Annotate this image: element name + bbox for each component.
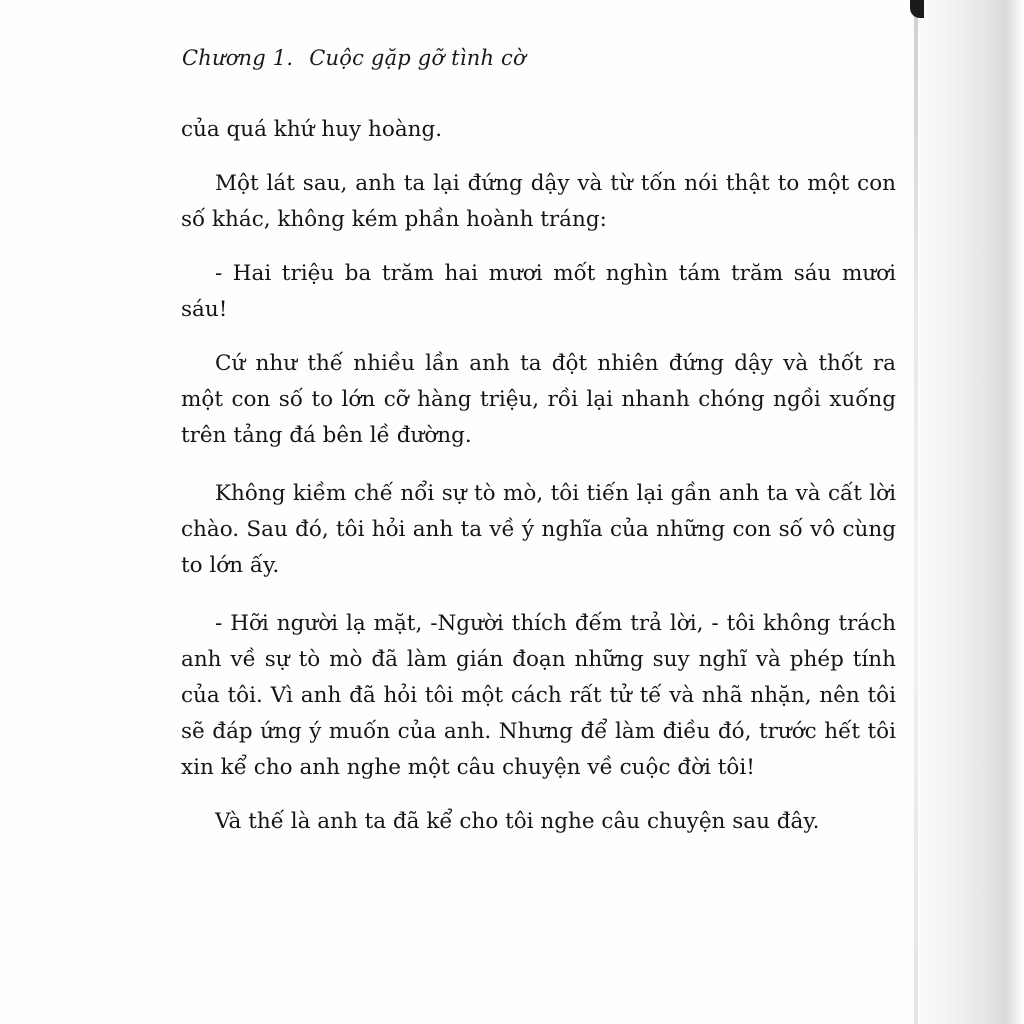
paragraph-7: Và thế là anh ta đã kể cho tôi nghe câu chuyện sau đây. [215, 809, 820, 834]
page-fold-line [914, 0, 918, 1024]
paragraph-2: Một lát sau, anh ta lại đứng dậy và từ tốn nói thật to một con số khác, không kém phần hoành tráng: [181, 171, 896, 232]
chapter-number: Chương 1. [182, 46, 294, 70]
paragraph-5: Không kiềm chế nổi sự tò mò, tôi tiến lại gần anh ta và cất lời chào. Sau đó, tôi hỏi anh ta về ý nghĩa của những con số vô cùng to lớn ấy. [181, 481, 896, 578]
paragraph-4: Cứ như thế nhiều lần anh ta đột nhiên đứng dậy và thốt ra một con số to lớn cỡ hàng triệu, rồi lại nhanh chóng ngồi xuống trên tảng đá bên lề đường. [181, 351, 896, 448]
paragraph-3: - Hai triệu ba trăm hai mươi mốt nghìn tám trăm sáu mươi sáu! [181, 261, 896, 322]
paragraph-6: - Hỡi người lạ mặt, -Người thích đếm trả lời, - tôi không trách anh về sự tò mò đã làm gián đoạn những suy nghĩ và phép tính của tôi. Vì anh đã hỏi tôi một cách rất tử tế và nhã nhặn, nên tôi sẽ đáp ứng ý muốn của anh. Nhưng để làm điều đó, trước hết tôi xin kể cho anh nghe một câu chuyện về cuộc đời tôi! [181, 611, 896, 780]
page-body [181, 112, 896, 840]
page-edge-shadow [906, 0, 1024, 1024]
paragraph-1: của quá khứ huy hoàng. [181, 117, 443, 142]
running-header [182, 46, 526, 70]
chapter-title: Cuộc gặp gỡ tình cờ [309, 46, 526, 70]
